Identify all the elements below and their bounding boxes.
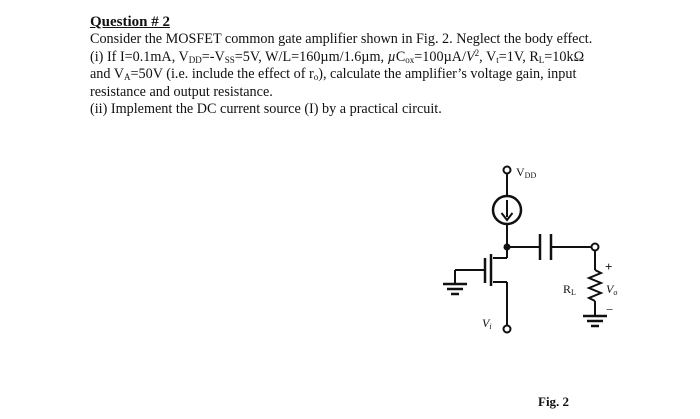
part-i-line-3: resistance and output resistance. [90,83,273,100]
current-source [493,196,521,224]
rl-label: RL [563,282,576,297]
output-terminal [592,244,599,251]
vdd-terminal [504,167,511,174]
question-intro: Consider the MOSFET common gate amplifier shown in Fig. 2. Neglect the body effect. [90,31,593,47]
coupling-capacitor [540,234,551,260]
load-resistor [589,270,601,301]
vi-label: Vi [482,316,492,331]
vdd-label: VDD [516,165,537,180]
mosfet-transistor [485,247,507,325]
input-terminal [504,326,511,333]
gate-ground-symbol [443,284,467,294]
vo-label: Vo [606,282,618,297]
figure-caption: Fig. 2 [538,394,570,409]
part-ii: (ii) Implement the DC current source (I) by a practical circuit. [90,101,442,117]
part-i-line-1: (i) If I=0.1mA, $V_{DD}=-V_{SS}=5V$, W/L=160µm/1.6µm, $\mu C_{ox}=100\mu A/V^2$, $V_t=1V$, $R_L=10k\Omega$ [90,47,585,65]
vo-plus-sign: + [605,259,613,274]
vo-minus-sign: − [606,302,614,317]
question-heading: Question # 2 [90,14,171,30]
load-ground-symbol [583,316,607,326]
part-i-line-2: and $V_A=50V$ (i.e. include the effect of $r_o$), calculate the amplifier’s voltage gain, input [90,66,577,82]
